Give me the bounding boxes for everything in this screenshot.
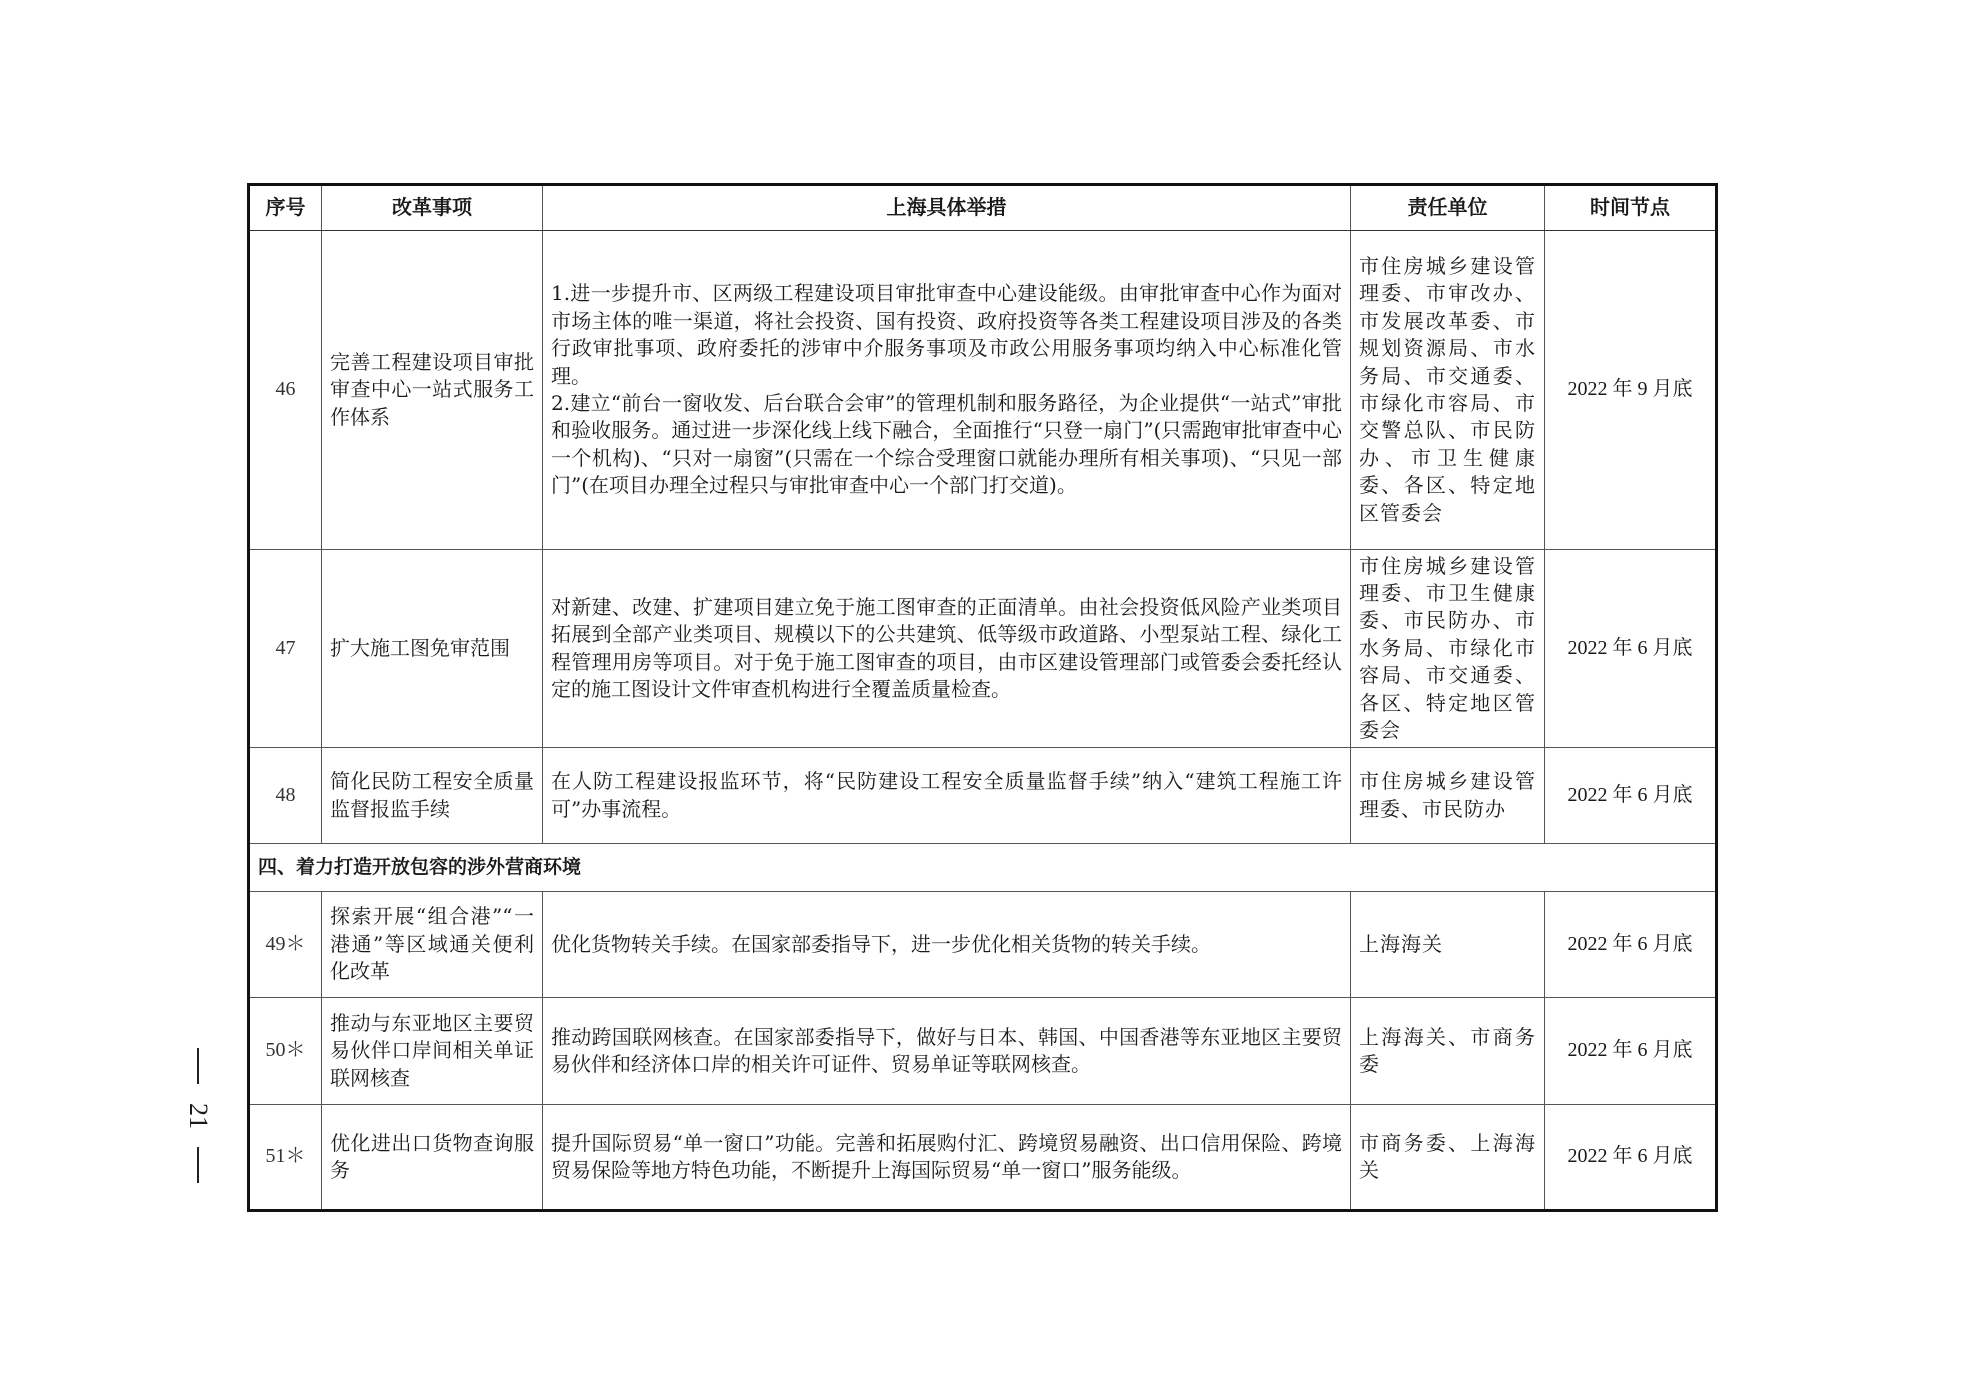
cell-seq: 49＊ (249, 892, 322, 998)
section-title: 四、着力打造开放包容的涉外营商环境 (249, 844, 1717, 892)
cell-seq: 51＊ (249, 1105, 322, 1211)
cell-seq: 47 (249, 550, 322, 748)
page-number-text: 21 (184, 1102, 213, 1129)
cell-time: 2022 年 6 月底 (1545, 892, 1717, 998)
reform-measures-table (247, 183, 1718, 1212)
measure-paragraph: 2.建立“前台一窗收发、后台联合会审”的管理机制和服务路径，为企业提供“一站式”审批和验收服务。通过进一步深化线上线下融合，全面推行“只登一扇门”(只需跑审批审查中心一个机构)、“只对一扇窗”(只需在一个综合受理窗口就能办理所有相关事项)、“只见一部门”(在项目办理全过程只与审批审查中心一个部门打交道)。 (551, 391, 1342, 498)
measure-paragraph: 提升国际贸易“单一窗口”功能。完善和拓展购付汇、跨境贸易融资、出口信用保险、跨境贸易保险等地方特色功能，不断提升上海国际贸易“单一窗口”服务能级。 (551, 1130, 1342, 1182)
page-number (178, 1048, 218, 1183)
measure-paragraph: 推动跨国联网核查。在国家部委指导下，做好与日本、韩国、中国香港等东亚地区主要贸易伙伴和经济体口岸的相关许可证件、贸易单证等联网核查。 (551, 1024, 1342, 1076)
measure-paragraph: 在人防工程建设报监环节，将“民防建设工程安全质量监督手续”纳入“建筑工程施工许可”办事流程。 (551, 769, 1342, 821)
table-row (249, 550, 1717, 748)
cell-unit: 市商务委、上海海关 (1351, 1105, 1545, 1211)
header-seq: 序号 (249, 185, 322, 231)
cell-measure (543, 892, 1351, 998)
cell-measure (543, 550, 1351, 748)
cell-time: 2022 年 6 月底 (1545, 550, 1717, 748)
cell-item: 简化民防工程安全质量监督报监手续 (322, 748, 543, 844)
table-row (249, 1105, 1717, 1211)
cell-item: 扩大施工图免审范围 (322, 550, 543, 748)
cell-seq: 48 (249, 748, 322, 844)
cell-measure (543, 748, 1351, 844)
section-header-row (249, 844, 1717, 892)
cell-unit: 市住房城乡建设管理委、市审改办、市发展改革委、市规划资源局、市水务局、市交通委、市绿化市容局、市交警总队、市民防办、市卫生健康委、各区、特定地区管委会 (1351, 231, 1545, 550)
header-item: 改革事项 (322, 185, 543, 231)
header-time: 时间节点 (1545, 185, 1717, 231)
page-number-dash-top (197, 1048, 199, 1084)
measure-paragraph: 1.进一步提升市、区两级工程建设项目审批审查中心建设能级。由审批审查中心作为面对市场主体的唯一渠道，将社会投资、国有投资、政府投资等各类工程建设项目涉及的各类行政审批事项、政府委托的涉审中介服务事项及市政公用服务事项均纳入中心标准化管理。 (551, 281, 1342, 388)
cell-item: 推动与东亚地区主要贸易伙伴口岸间相关单证联网核查 (322, 998, 543, 1105)
cell-time: 2022 年 9 月底 (1545, 231, 1717, 550)
measure-paragraph: 对新建、改建、扩建项目建立免于施工图审查的正面清单。由社会投资低风险产业类项目拓展到全部产业类项目、规模以下的公共建筑、低等级市政道路、小型泵站工程、绿化工程管理用房等项目。对于免于施工图审查的项目，由市区建设管理部门或管委会委托经认定的施工图设计文件审查机构进行全覆盖质量检查。 (551, 594, 1342, 701)
cell-unit: 市住房城乡建设管理委、市民防办 (1351, 748, 1545, 844)
cell-unit: 市住房城乡建设管理委、市卫生健康委、市民防办、市水务局、市绿化市容局、市交通委、各区、特定地区管委会 (1351, 550, 1545, 748)
header-measure: 上海具体举措 (543, 185, 1351, 231)
cell-seq: 46 (249, 231, 322, 550)
header-unit: 责任单位 (1351, 185, 1545, 231)
cell-unit: 上海海关、市商务委 (1351, 998, 1545, 1105)
page-number-dash-bottom (197, 1147, 199, 1183)
cell-time: 2022 年 6 月底 (1545, 748, 1717, 844)
table-row (249, 231, 1717, 550)
cell-unit: 上海海关 (1351, 892, 1545, 998)
table-row (249, 892, 1717, 998)
cell-measure (543, 231, 1351, 550)
cell-seq: 50＊ (249, 998, 322, 1105)
table-row (249, 748, 1717, 844)
cell-measure (543, 1105, 1351, 1211)
cell-item: 完善工程建设项目审批审查中心一站式服务工作体系 (322, 231, 543, 550)
cell-time: 2022 年 6 月底 (1545, 1105, 1717, 1211)
cell-item: 探索开展“组合港”“一港通”等区域通关便利化改革 (322, 892, 543, 998)
cell-time: 2022 年 6 月底 (1545, 998, 1717, 1105)
cell-item: 优化进出口货物查询服务 (322, 1105, 543, 1211)
table-header-row (249, 185, 1717, 231)
cell-measure (543, 998, 1351, 1105)
table-row (249, 998, 1717, 1105)
measure-paragraph: 优化货物转关手续。在国家部委指导下，进一步优化相关货物的转关手续。 (551, 931, 1211, 956)
